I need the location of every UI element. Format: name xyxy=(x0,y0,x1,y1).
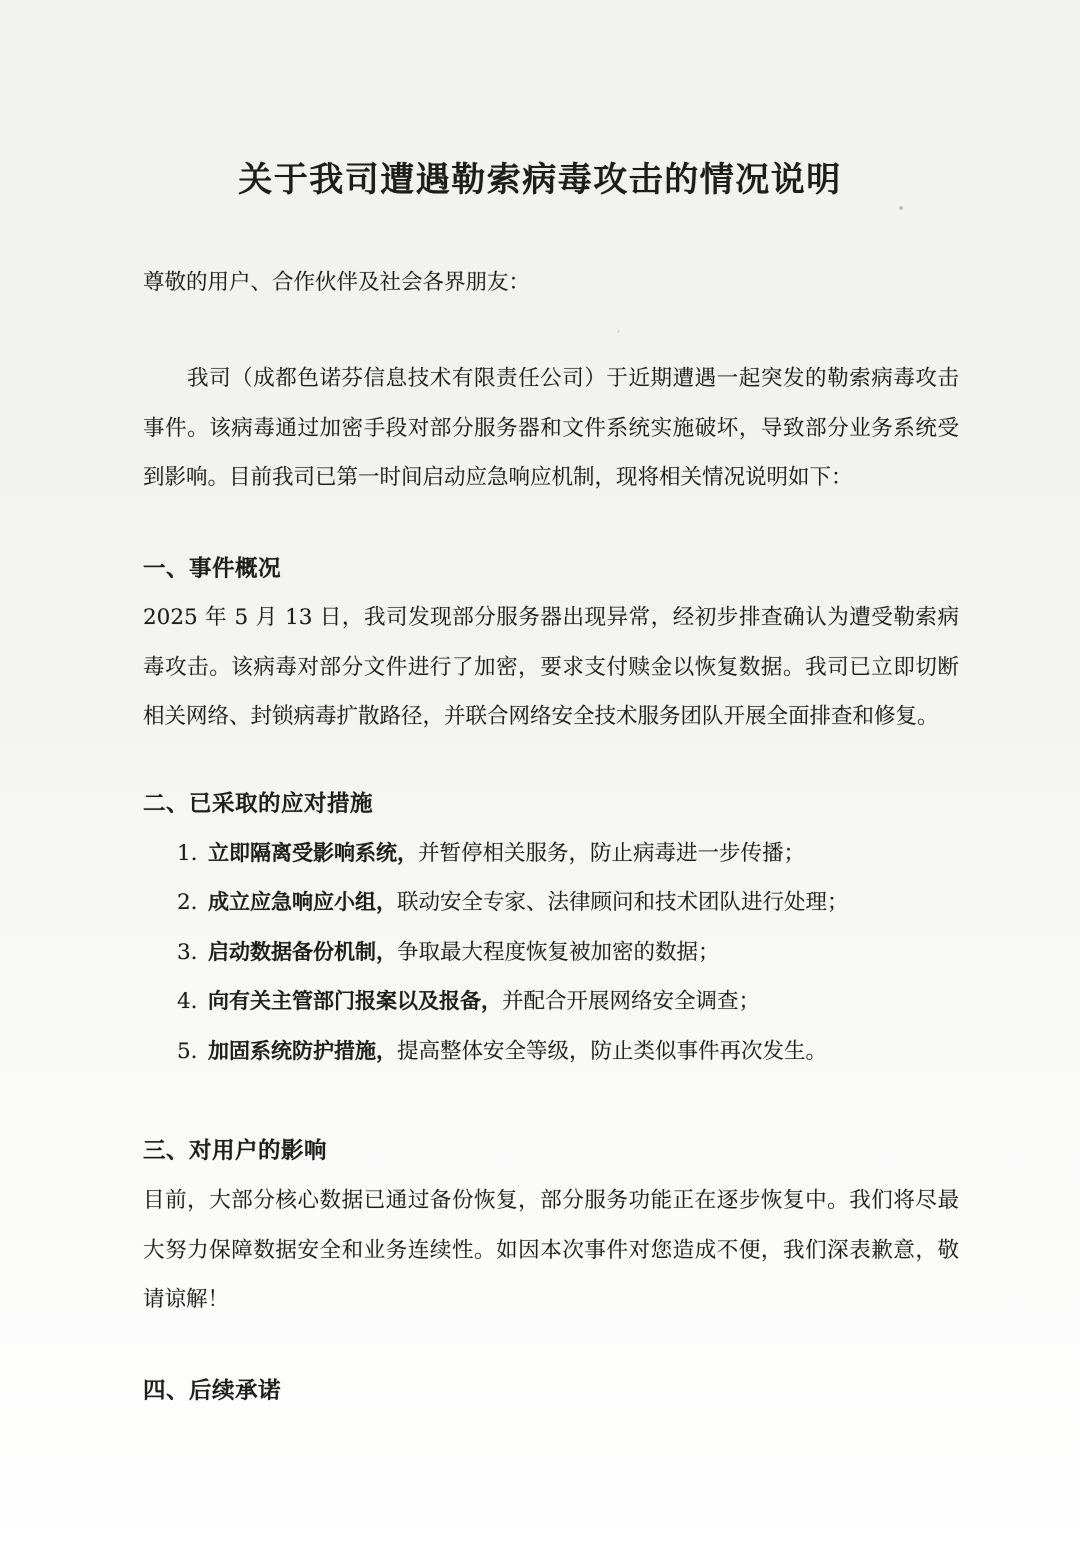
list-item-number: 3. xyxy=(177,939,198,965)
list-item xyxy=(177,1027,959,1076)
scan-artifact-dot xyxy=(617,330,620,333)
section-user-impact-paragraph: 目前，大部分核心数据已通过备份恢复，部分服务功能正在逐步恢复中。我们将尽最大努力保障数据安全和业务连续性。如因本次事件对您造成不便，我们深表歉意，敬请谅解！ xyxy=(143,1188,959,1312)
list-item-rest: 并暂停相关服务，防止病毒进一步传播； xyxy=(418,841,806,866)
list-item-rest: 并配合开展网络安全调查； xyxy=(502,989,761,1015)
list-item-text xyxy=(208,977,760,1026)
list-item xyxy=(177,829,959,878)
intro-paragraph: 我司（成都色诺芬信息技术有限责任公司）于近期遭遇一起突发的勒索病毒攻击事件。该病毒通过加密手段对部分服务器和文件系统实施破坏，导致部分业务系统受到影响。目前我司已第一时间启动应急响应机制，现将相关情况说明如下： xyxy=(143,366,959,490)
list-item xyxy=(177,878,959,927)
list-item-rest: 争取最大程度恢复被加密的数据； xyxy=(397,939,720,965)
list-item-number: 1. xyxy=(177,841,198,866)
list-item-rest: 联动安全专家、法律顾问和技术团队进行处理； xyxy=(397,890,849,916)
list-item-lead: 启动数据备份机制， xyxy=(208,939,397,964)
list-item xyxy=(177,977,959,1026)
section-heading-user-impact: 三、对用户的影响 xyxy=(143,1138,328,1164)
document-title: 关于我司遭遇勒索病毒攻击的情况说明 xyxy=(238,160,842,200)
list-item-lead: 立即隔离受影响系统， xyxy=(208,841,418,865)
list-item-text xyxy=(208,829,805,878)
section-heading-incident-overview: 一、事件概况 xyxy=(143,556,282,582)
list-item-rest: 提高整体安全等级，防止类似事件再次发生。 xyxy=(397,1038,828,1064)
list-item-text xyxy=(208,1027,827,1076)
salutation-line: 尊敬的用户、合作伙伴及社会各界朋友： xyxy=(143,270,531,295)
section-incident-overview-paragraph: 2025 年 5 月 13 日，我司发现部分服务器出现异常，经初步排查确认为遭受勒索病毒攻击。该病毒对部分文件进行了加密，要求支付赎金以恢复数据。我司已立即切断相关网络、封锁病毒扩散路径，并联合网络安全技术服务团队开展全面排查和修复。 xyxy=(143,605,959,729)
list-item-lead: 加固系统防护措施， xyxy=(208,1038,397,1063)
section-heading-follow-up-commitment: 四、后续承诺 xyxy=(143,1378,282,1404)
list-item-lead: 成立应急响应小组， xyxy=(208,890,397,915)
section-heading-measures-taken: 二、已采取的应对措施 xyxy=(143,791,374,817)
list-item-number: 5. xyxy=(177,1038,198,1064)
list-item xyxy=(177,928,959,977)
list-item-text xyxy=(208,928,720,977)
scan-artifact-dot xyxy=(899,206,903,210)
list-item-number: 2. xyxy=(177,890,198,916)
list-item-text xyxy=(208,878,849,927)
list-item-lead: 向有关主管部门报案以及报备， xyxy=(208,989,502,1014)
list-item-number: 4. xyxy=(177,989,198,1015)
measures-list xyxy=(143,829,959,1076)
